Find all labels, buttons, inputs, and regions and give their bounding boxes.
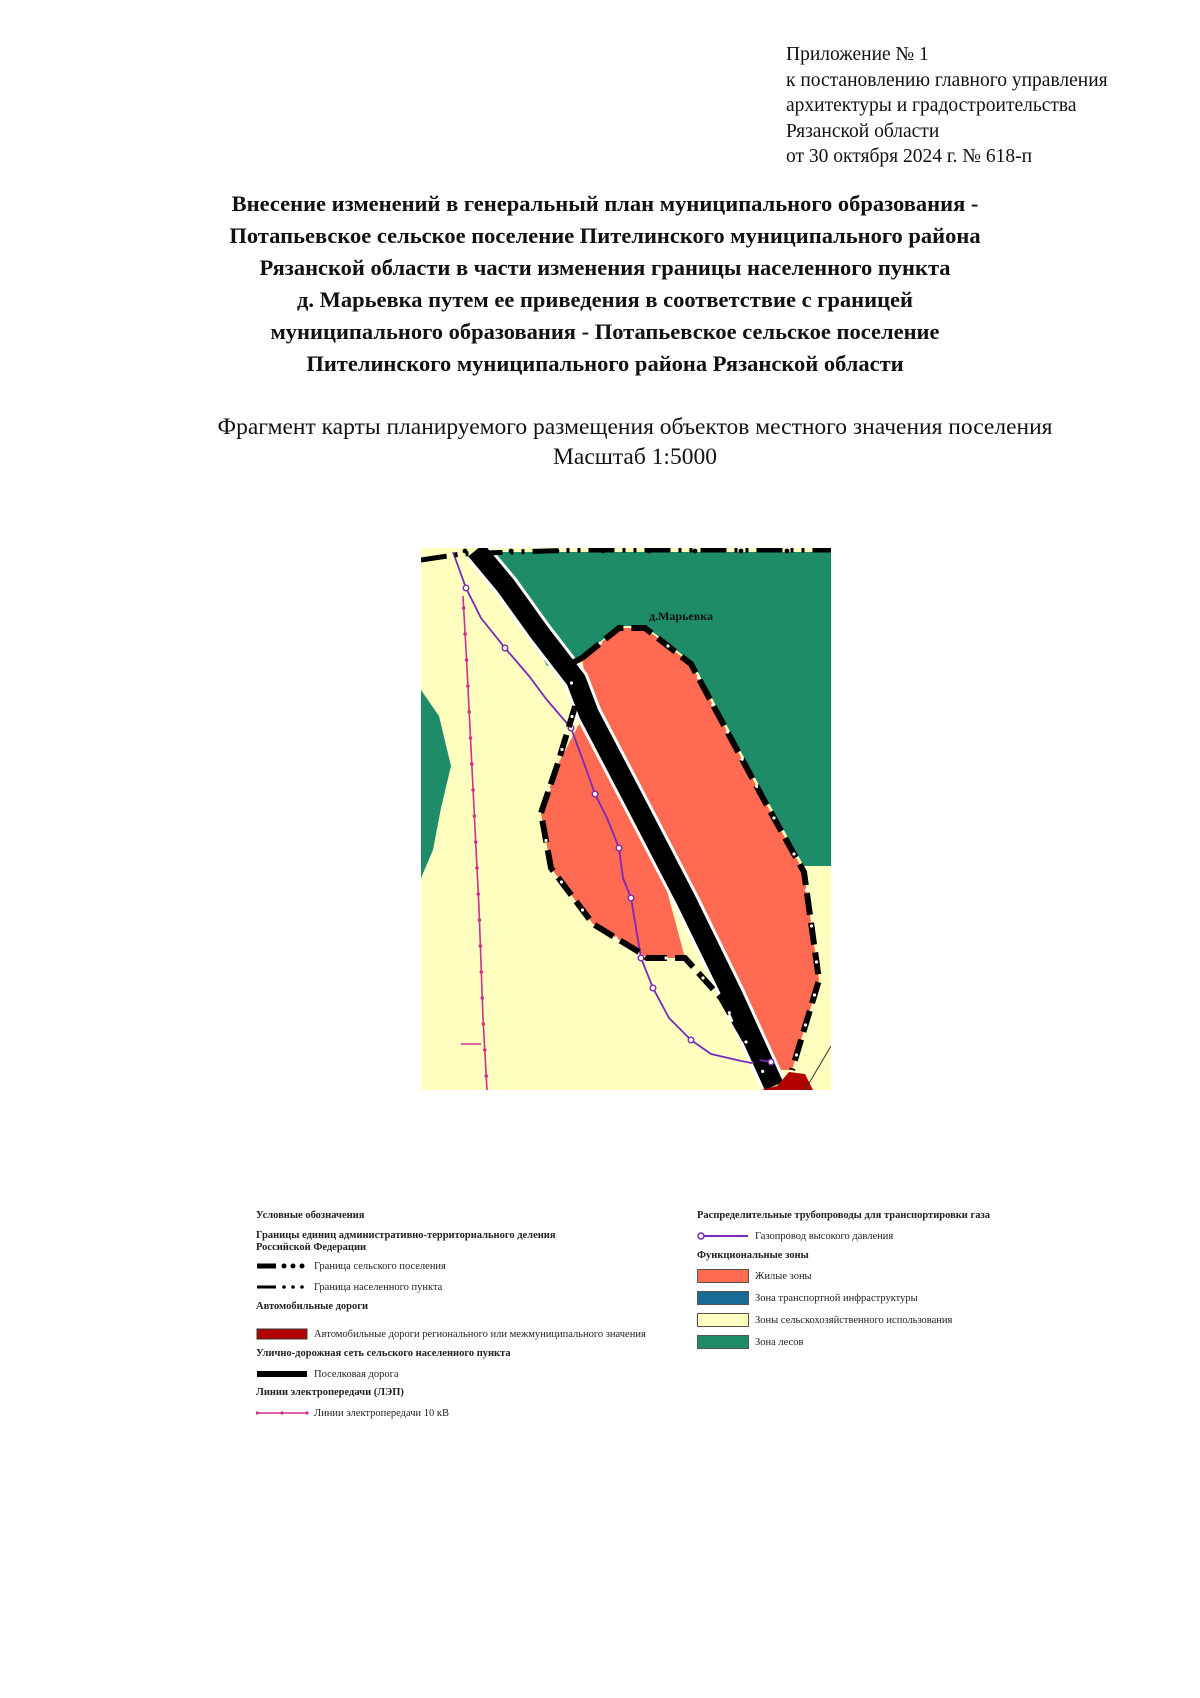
map-legend (256, 1210, 1056, 1430)
map-canvas (421, 548, 831, 1090)
regional-road-symbol (256, 1327, 310, 1341)
settlement-boundary-dot (785, 549, 790, 554)
power-pole (482, 1022, 486, 1026)
settlement-label: д.Марьевка (649, 609, 713, 623)
power-pole (469, 736, 473, 740)
map-caption (100, 412, 1170, 472)
residential-swatch (697, 1269, 751, 1283)
boundary-dot (744, 1040, 747, 1043)
boundary-dot (614, 936, 617, 939)
gas-node (638, 955, 644, 961)
forest-swatch (697, 1335, 751, 1349)
power-pole (480, 970, 484, 974)
power-pole (483, 1048, 487, 1052)
locality-boundary-symbol (256, 1280, 310, 1294)
legend-item-agricultural-zone (697, 1312, 952, 1328)
map-fragment (421, 548, 831, 1090)
power-pole (470, 762, 474, 766)
legend-heading-gas: Распределительные трубопроводы для транспортировки газа (697, 1210, 990, 1221)
power-pole (474, 840, 478, 844)
legend-item-locality-boundary (256, 1279, 442, 1295)
legend-heading-street-network: Улично-дорожная сеть сельского населенного пункта (256, 1348, 511, 1359)
legend-label: Граница населенного пункта (314, 1281, 443, 1293)
power-pole (473, 814, 477, 818)
boundary-dot (560, 880, 563, 883)
power-pole (467, 710, 471, 714)
legend-label: Жилые зоны (755, 1270, 812, 1282)
power-pole (471, 788, 475, 792)
power-pole (484, 1074, 488, 1078)
boundary-dot (726, 730, 729, 733)
legend-label: Линии электропередачи 10 кВ (314, 1407, 450, 1419)
legend-item-residential-zone (697, 1268, 812, 1284)
settlement-boundary-dot (601, 549, 606, 554)
legend-item-village-road (256, 1366, 399, 1382)
appendix-note (786, 42, 1186, 170)
boundary-dot (599, 641, 602, 644)
power-pole (479, 944, 483, 948)
legend-label: Поселковая дорога (314, 1368, 399, 1380)
boundary-dot (761, 1070, 764, 1073)
legend-heading-power-lines: Линии электропередачи (ЛЭП) (256, 1387, 404, 1398)
power-pole (463, 632, 467, 636)
gas-node (463, 585, 469, 591)
boundary-dot (711, 703, 714, 706)
legend-item-regional-roads (256, 1326, 646, 1342)
boundary-dot (795, 1053, 798, 1056)
title-line: Потапьевское сельское поселение Пителинского муниципального района (229, 223, 981, 248)
legend-heading-admin: Границы единиц административно-территориального деления Российской Федерации (256, 1230, 556, 1253)
settlement-boundary-dot (647, 549, 652, 554)
appendix-line: от 30 октября 2024 г. № 618-п (786, 146, 1033, 167)
title-line: д. Марьевка путем ее приведения в соответствие с границей (296, 287, 914, 312)
settlement-boundary-dot (463, 549, 468, 554)
gas-node (688, 1037, 694, 1043)
legend-item-transport-zone (697, 1290, 918, 1306)
settlement-boundary-dot (693, 549, 698, 554)
title-line: Рязанской области в части изменения границы населенного пункта (259, 255, 951, 280)
appendix-line: Рязанской области (786, 120, 940, 142)
legend-item-power-line (256, 1405, 449, 1421)
boundary-dot (666, 644, 669, 647)
boundary-dot (792, 852, 795, 855)
power-pole (466, 684, 470, 688)
legend-item-rural-boundary (256, 1258, 446, 1274)
boundary-dot (815, 960, 818, 963)
boundary-dot (804, 1023, 807, 1026)
power-pole (480, 996, 484, 1000)
village-road-symbol (256, 1367, 310, 1381)
power-pole (475, 866, 479, 870)
rural-boundary-symbol (256, 1259, 310, 1273)
agricultural-swatch (697, 1313, 751, 1327)
power-pole (462, 606, 466, 610)
settlement-boundary-dot (509, 549, 514, 554)
gas-node (592, 791, 598, 797)
appendix-line: архитектуры и градостроительства (786, 95, 1077, 116)
boundary-dot (772, 816, 775, 819)
appendix-line: Приложение № 1 (786, 44, 929, 65)
legend-item-gas-pipeline (697, 1228, 893, 1244)
legend-label: Газопровод высокого давления (755, 1230, 894, 1242)
boundary-dot (570, 715, 573, 718)
legend-label: Зона транспортной инфраструктуры (755, 1292, 918, 1304)
settlement-boundary-dot (739, 549, 744, 554)
gas-node (768, 1059, 774, 1065)
legend-heading-roads: Автомобильные дороги (256, 1301, 369, 1312)
document-title (110, 188, 1100, 380)
title-line: Пителинского муниципального района Рязанской области (306, 351, 904, 376)
gas-node (616, 845, 622, 851)
legend-label: Граница сельского поселения (314, 1260, 446, 1272)
boundary-dot (701, 976, 704, 979)
boundary-dot (697, 676, 700, 679)
power-pole (478, 918, 482, 922)
power-pole (477, 892, 481, 896)
gas-node (502, 645, 508, 651)
boundary-dot (755, 785, 758, 788)
transport-swatch (697, 1291, 751, 1305)
boundary-dot (813, 993, 816, 996)
boundary-dot (581, 908, 584, 911)
power-pole (465, 658, 469, 662)
boundary-dot (805, 888, 808, 891)
boundary-dot (560, 748, 563, 751)
legend-item-forest-zone (697, 1334, 803, 1350)
boundary-dot (728, 1011, 731, 1014)
gas-pipeline-symbol (697, 1229, 751, 1243)
appendix-line: к постановлению главного управления (786, 69, 1108, 91)
legend-heading-zones: Функциональные зоны (697, 1250, 809, 1261)
boundary-dot (664, 956, 667, 959)
boundary-dot (570, 681, 573, 684)
map-name: Фрагмент карты планируемого размещения объектов местного значения поселения (217, 414, 1053, 440)
settlement-boundary-dot (555, 549, 560, 554)
legend-title: Условные обозначения (256, 1210, 365, 1221)
title-line: Внесение изменений в генеральный план муниципального образования - (231, 191, 979, 216)
legend-label: Автомобильные дороги регионального или межмуниципального значения (314, 1328, 646, 1340)
power-line-symbol (256, 1406, 310, 1420)
map-scale: Масштаб 1:5000 (553, 444, 717, 470)
gas-node (628, 895, 634, 901)
gas-node (650, 985, 656, 991)
boundary-dot (810, 924, 813, 927)
boundary-dot (741, 758, 744, 761)
title-line: муниципального образования - Потапьевское сельское поселение (270, 319, 940, 344)
boundary-dot (544, 839, 547, 842)
legend-label: Зона лесов (755, 1336, 804, 1348)
boundary-dot (547, 788, 550, 791)
legend-label: Зоны сельскохозяйственного использования (755, 1314, 953, 1326)
